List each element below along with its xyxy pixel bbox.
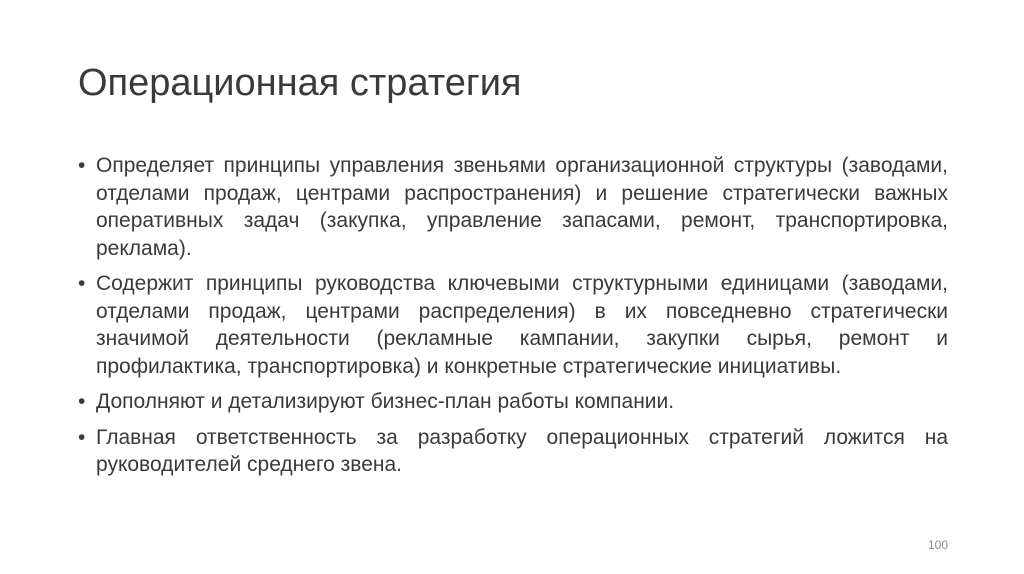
bullet-text: Определяет принципы управления звеньями организационной структуры (заводами, отделами продаж, центрами распространения) и решение стратегически важных оперативных задач (закупка, управление запасами, ремонт, транспортировка, реклама). [96, 154, 948, 260]
page-number: 100 [927, 538, 948, 552]
bullet-icon: • [78, 154, 86, 177]
bullet-list [78, 152, 948, 487]
bullet-text: Содержит принципы руководства ключевыми структурными единицами (заводами, отделами продаж, центрами распределения) в их повседневно стратегически значимой деятельности (рекламные кампании, закупки сырья, ремонт и профилактика, транспортировка) и конкретные стратегические инициативы. [96, 272, 948, 378]
bullet-text: Главная ответственность за разработку операционных стратегий ложится на руководителей среднего звена. [96, 425, 948, 476]
bullet-item [78, 270, 948, 380]
bullet-icon: • [78, 390, 86, 413]
bullet-item [78, 388, 948, 416]
bullet-text: Дополняют и детализируют бизнес-план работы компании. [96, 390, 675, 413]
bullet-icon: • [78, 425, 86, 449]
slide-title: Операционная стратегия [78, 62, 522, 104]
bullet-icon: • [78, 272, 86, 295]
bullet-item [78, 152, 948, 262]
bullet-item [78, 424, 948, 479]
